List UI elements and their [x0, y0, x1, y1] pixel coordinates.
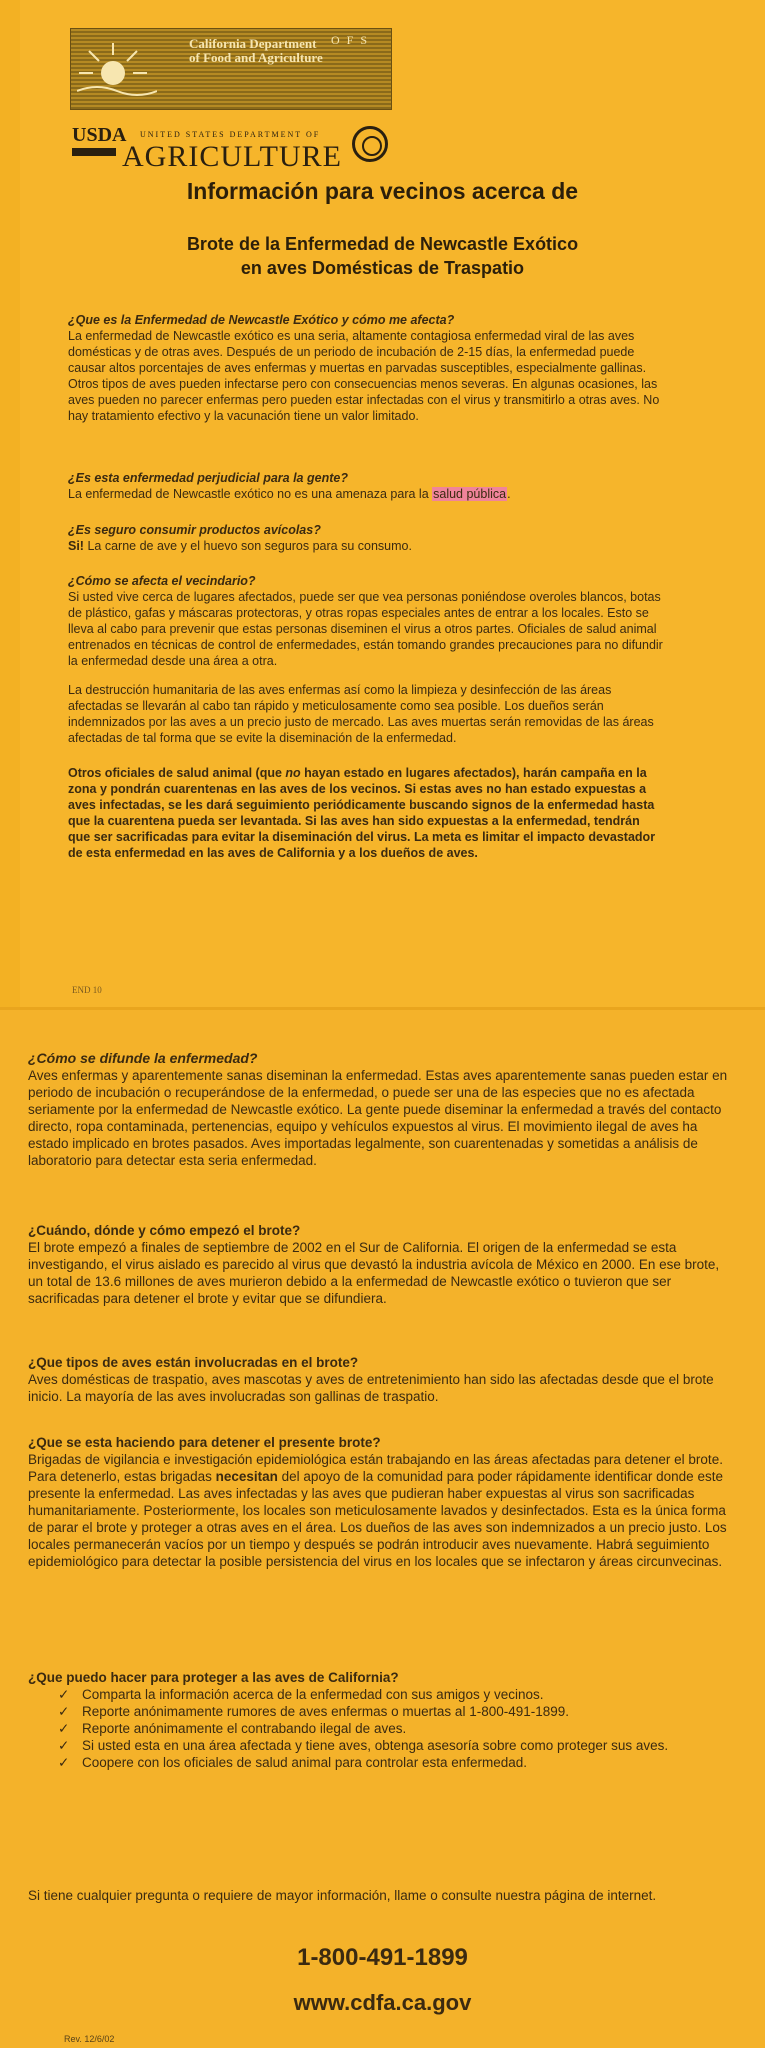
header-logos [70, 28, 390, 176]
faq-bird-types [28, 1354, 734, 1405]
checklist [28, 1686, 734, 1771]
page-title: Información para vecinos acerca de [186, 178, 579, 204]
answer-text-part: Brigadas de vigilancia e investigación epidemiológica están trabajando en las áreas afectadas para detener el brote. Para detenerlo, estas brigadas [28, 1452, 723, 1484]
faq-outbreak-start [28, 1222, 734, 1307]
answer-text: Aves enfermas y aparentemente sanas diseminan la enfermedad. Estas aves aparentemente sanas pueden estar en periodo de incubación o recuperándose de la enfermedad, o puede ser una de las especies que no es afectada seriamente por la enfermedad de Newcastle exótico. La gente puede diseminar la enfermedad a través del contacto directo, ropa contaminada, pertenencias, equipo y vehículos expuestos al virus. El movimiento ilegal de aves ha estado implicado en brotes pasados. Aves importadas legalmente, son cuarentenadas y sometidas a análisis de laboratorio para detectar esta seria enfermedad. [28, 1068, 728, 1168]
answer-text-part: del apoyo de la comunidad para poder rápidamente identificar donde este presente la enfermedad. Las aves infectadas y las aves que pudieran haber expuestas al virus son sacrificadas humanitariamente. Posteriormente, los locales son meticulosamente lavados y desinfectados. Esta es la única forma de parar el brote y proteger a otras aves en el área. Los dueños de las aves son indemnizados a un precio justo. Los locales permanecerán vacíos por un tiempo y después se podrán introducir aves nuevamente. Habrá seguimiento epidemiológico para detectar la posible persistencia del virus en los locales que se infectaron y áreas circunvecinas. [28, 1469, 727, 1569]
website-link[interactable]: www.cdfa.ca.gov [293, 1990, 472, 2015]
cdfa-name [189, 37, 323, 65]
answer-text [68, 486, 664, 502]
paragraph-emphasis: no [285, 766, 301, 780]
answer-text: La enfermedad de Newcastle exótico es una seria, altamente contagiosa enfermedad viral de las aves domésticas y de otras aves. Después de un periodo de incubación de 2-15 días, la enfermedad puede causar altos porcentajes de aves enfermas y muertas en parvadas susceptibles, especialmente gallinas. Otros tipos de aves pueden infectarse pero con consecuencias menos severas. En algunas ocasiones, las aves pueden no parecer enfermas pero pueden estar infectadas con el virus y transmitirlo a otras aves. No hay tratamiento efectivo y la vacunación tiene un valor limitado. [68, 329, 660, 423]
cdfa-name-line1: California Department [189, 36, 317, 51]
question-heading: ¿Cuándo, dónde y cómo empezó el brote? [28, 1223, 301, 1238]
question-heading: ¿Cómo se afecta el vecindario? [68, 574, 256, 588]
checklist-item [28, 1737, 734, 1754]
phone-number[interactable]: 1-800-491-1899 [297, 1944, 468, 1971]
question-heading: ¿Es esta enfermedad perjudicial para la gente? [68, 471, 348, 485]
faq-public-health [68, 470, 664, 502]
answer-text [68, 538, 664, 554]
highlighted-text: salud pública [433, 487, 507, 501]
usda-agriculture: AGRICULTURE [122, 140, 342, 173]
checklist-text: Coopere con los oficiales de salud animal para controlar esta enfermedad. [82, 1755, 528, 1770]
question-heading: ¿Que puedo hacer para proteger a las aves de California? [28, 1670, 399, 1685]
usda-abbrev: USDA [72, 124, 127, 146]
answer-emphasis: necesitan [215, 1469, 278, 1484]
checkmark-icon: ✓ [58, 1687, 70, 1702]
usda-logo [70, 112, 390, 174]
answer-text: Aves domésticas de traspatio, aves mascotas y aves de entretenimiento han sido las afectadas desde que el brote inicio. La mayoría de las aves involucradas son gallinas de traspatio. [28, 1372, 714, 1404]
cdfa-name-line2: of Food and Agriculture [189, 50, 323, 65]
contact-text: Si tiene cualquier pregunta o requiere de mayor información, llame o consulte nuestra página de internet. [28, 1888, 657, 1903]
checklist-item [28, 1720, 734, 1737]
checklist-item [28, 1703, 734, 1720]
question-heading: ¿Que tipos de aves están involucradas en el brote? [28, 1355, 359, 1370]
faq-newcastle [68, 312, 664, 424]
faq-spread [28, 1050, 734, 1169]
revision-date: Rev. 12/6/02 [64, 2034, 115, 2044]
answer-emphasis: Si! [68, 539, 84, 553]
question-heading: ¿Que es la Enfermedad de Newcastle Exótico y cómo me afecta? [68, 313, 455, 327]
end-mark: END 10 [72, 985, 102, 995]
checklist-item [28, 1754, 734, 1771]
checklist-text: Reporte anónimamente el contrabando ilegal de aves. [82, 1721, 407, 1736]
usda-bar-icon [72, 148, 116, 156]
answer-text [28, 1451, 734, 1570]
fold-line [0, 1007, 765, 1010]
ofs-mark: O F S [331, 33, 370, 47]
page-subtitle-line2: en aves Domésticas de Traspatio [240, 258, 525, 278]
checkmark-icon: ✓ [58, 1704, 70, 1719]
checklist-text: Comparta la información acerca de la enfermedad con sus amigos y vecinos. [82, 1687, 544, 1702]
paragraph-quarantine [68, 765, 664, 861]
page-subtitle-line1: Brote de la Enfermedad de Newcastle Exótico [186, 234, 579, 254]
answer-text-part: . [507, 487, 511, 501]
checklist-item [28, 1686, 734, 1703]
cdfa-logo [70, 28, 392, 110]
checkmark-icon: ✓ [58, 1721, 70, 1736]
checklist-text: Reporte anónimamente rumores de aves enfermas o muertas al 1-800-491-1899. [82, 1704, 570, 1719]
usda-department: UNITED STATES DEPARTMENT OF [140, 130, 321, 139]
faq-actions-taken [28, 1434, 734, 1570]
question-heading: ¿Que se esta haciendo para detener el presente brote? [28, 1435, 381, 1450]
checklist-text: Si usted esta en una área afectada y tiene aves, obtenga asesoría sobre como proteger sus aves. [82, 1738, 669, 1753]
question-heading: ¿Es seguro consumir productos avícolas? [68, 523, 321, 537]
faq-how-to-help [28, 1669, 734, 1771]
sun-icon [77, 33, 157, 103]
answer-text: Si usted vive cerca de lugares afectados, puede ser que vea personas poniéndose overoles blancos, botas de plástico, gafas y máscaras protectoras, y otras ropas especiales antes de entrar a los locales. Esto se lleva al cabo para prevenir que estas personas diseminen el virus a otros partes. Oficiales de salud animal entrenados en técnicas de control de enfermedades, están tomando grandes precauciones para no difundir la enfermedad desde una área a otra. [68, 590, 663, 668]
faq-neighborhood [68, 573, 664, 669]
seal-icon [352, 126, 388, 162]
paragraph-text-part: Otros oficiales de salud animal (que [68, 766, 286, 780]
paragraph-destruction: La destrucción humanitaria de las aves enfermas así como la limpieza y desinfección de las áreas afectadas se llevarán al cabo tan rápido y meticulosamente como sea posible. Los dueños serán indemnizados por las aves a un precio justo de mercado. Las aves muertas serán removidas de las áreas afectadas de tal forma que se evite la diseminación de la enfermedad. [68, 683, 654, 745]
checkmark-icon: ✓ [58, 1738, 70, 1753]
checkmark-icon: ✓ [58, 1755, 70, 1770]
paragraph-text-part: hayan estado en lugares afectados), harán campaña en la zona y pondrán cuarentenas en las aves de los vecinos. Si estas aves no han estado expuestas a aves infectadas, se les dará seguimiento periódicamente buscando signos de la enfermedad hasta que la cuarentena pueda ser levantada. Si las aves han sido expuestas a la enfermedad, tendrán que ser sacrificadas para evitar la diseminación del virus. La meta es limitar el impacto devastador de esta enfermedad en las aves de California y a los dueños de aves. [68, 766, 656, 860]
question-heading: ¿Cómo se difunde la enfermedad? [28, 1050, 258, 1066]
answer-text-part: La enfermedad de Newcastle exótico no es una amenaza para la [68, 487, 433, 501]
answer-text: El brote empezó a finales de septiembre de 2002 en el Sur de California. El origen de la enfermedad se esta investigando, el virus aislado es parecido al virus que devastó la industria avícola de México en 2000. En ese brote, un total de 13.6 millones de aves murieron debido a la enfermedad de Newcastle exótico o tuvieron que ser sacrificadas para detener el brote y evitar que se difundiera. [28, 1240, 720, 1306]
faq-food-safety [68, 522, 664, 554]
answer-text-part: La carne de ave y el huevo son seguros para su consumo. [83, 539, 412, 553]
